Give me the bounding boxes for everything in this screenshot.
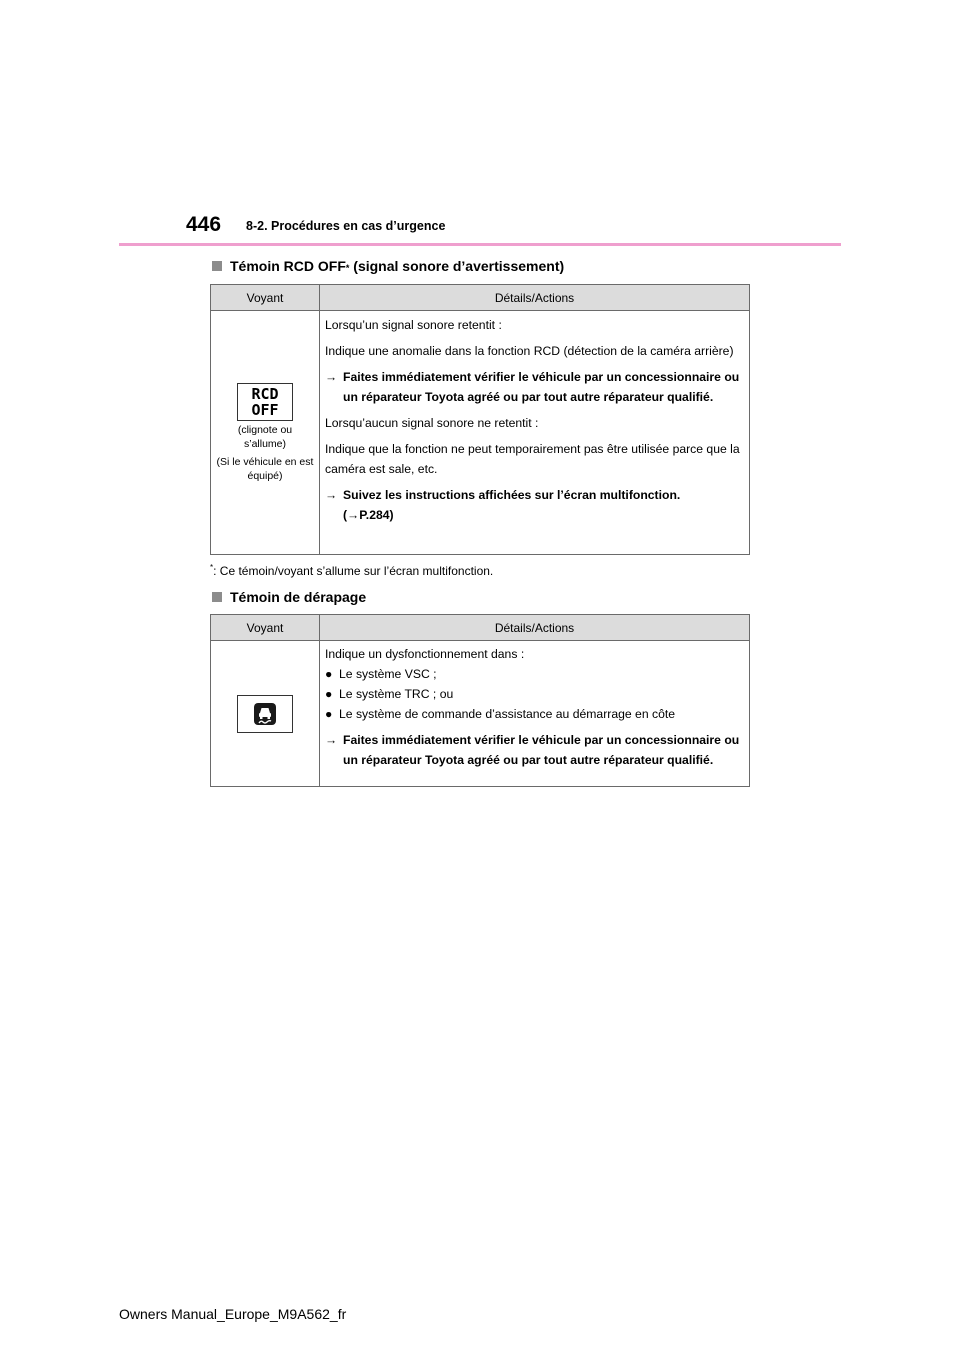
col-voyant-header: Voyant [211, 285, 320, 311]
table-header-row [211, 615, 750, 641]
bullet-icon: ● [325, 707, 333, 721]
section-header: 8-2. Procédures en cas d’urgence [246, 219, 446, 233]
skid-indicator-heading [212, 589, 366, 605]
list-item [325, 684, 743, 704]
arrow-icon: → [325, 370, 338, 384]
action-text-group [343, 485, 743, 525]
voyant-cell [211, 311, 320, 555]
rcd-off-heading-title: Témoin RCD OFF [230, 258, 346, 274]
action-item [325, 367, 743, 407]
action-item [325, 730, 743, 770]
list-item-text: Le système TRC ; ou [339, 687, 454, 701]
rcd-off-icon-line2: OFF [251, 400, 279, 419]
action-text: Faites immédiatement vérifier le véhicule par un concessionnaire ou un réparateur Toyota agréé ou par tout autre réparateur qualifié. [343, 370, 740, 404]
icon-note-blink: (clignote ou s’allume) [237, 423, 293, 450]
table-row [211, 641, 750, 787]
rcd-off-icon-line1: RCD [251, 384, 279, 403]
footnote-mark: * [210, 563, 214, 572]
footnote-mark: * [345, 263, 350, 273]
footer-text: Owners Manual_Europe_M9A562_fr [119, 1306, 347, 1322]
skid-indicator-heading-title: Témoin de dérapage [230, 589, 367, 605]
square-bullet-icon [212, 261, 222, 271]
footnote [210, 563, 493, 578]
square-bullet-icon [212, 592, 222, 602]
rcd-off-heading [212, 258, 564, 274]
list-item-text: Le système VSC ; [339, 667, 437, 681]
voyant-cell [211, 641, 320, 787]
skid-indicator-icon [237, 695, 293, 733]
rcd-off-table [210, 284, 750, 555]
details-cell [320, 311, 750, 555]
details-cell [320, 641, 750, 787]
details-text: Lorsqu’aucun signal sonore ne retentit : [325, 416, 539, 430]
details-text: Lorsqu’un signal sonore retentit : [325, 318, 502, 332]
page-reference-link[interactable]: (→P.284) [343, 508, 394, 522]
details-text: Indique une anomalie dans la fonction RCD (détection de la caméra arrière) [325, 344, 734, 358]
details-text: Indique que la fonction ne peut temporairement pas être utilisée parce que la caméra est sale, etc. [325, 442, 740, 476]
header-rule [119, 243, 841, 246]
action-item [325, 485, 743, 525]
bullet-icon: ● [325, 667, 333, 681]
col-details-header: Détails/Actions [320, 285, 750, 311]
rcd-off-icon [237, 383, 293, 421]
arrow-icon: → [325, 733, 338, 747]
col-details-header: Détails/Actions [320, 615, 750, 641]
footnote-text: : Ce témoin/voyant s’allume sur l’écran multifonction. [213, 564, 494, 578]
list-item [325, 704, 743, 724]
col-voyant-header: Voyant [211, 615, 320, 641]
action-text: Faites immédiatement vérifier le véhicule par un concessionnaire ou un réparateur Toyota agréé ou par tout autre réparateur qualifié. [343, 733, 740, 767]
action-text: Suivez les instructions affichées sur l’écran multifonction. [343, 488, 681, 502]
page-number: 446 [186, 213, 222, 236]
bullet-icon: ● [325, 687, 333, 701]
skid-indicator-table [210, 614, 750, 787]
skid-car-icon [254, 703, 276, 725]
table-row [211, 311, 750, 555]
icon-note-equipped: (Si le véhicule en est équipé) [216, 455, 314, 482]
list-item [325, 664, 743, 684]
table-header-row [211, 285, 750, 311]
arrow-icon: → [325, 488, 338, 502]
list-item-text: Le système de commande d’assistance au démarrage en côte [339, 707, 676, 721]
rcd-off-heading-suffix: (signal sonore d’avertissement) [349, 258, 565, 274]
details-text: Indique un dysfonctionnement dans : [325, 647, 525, 661]
